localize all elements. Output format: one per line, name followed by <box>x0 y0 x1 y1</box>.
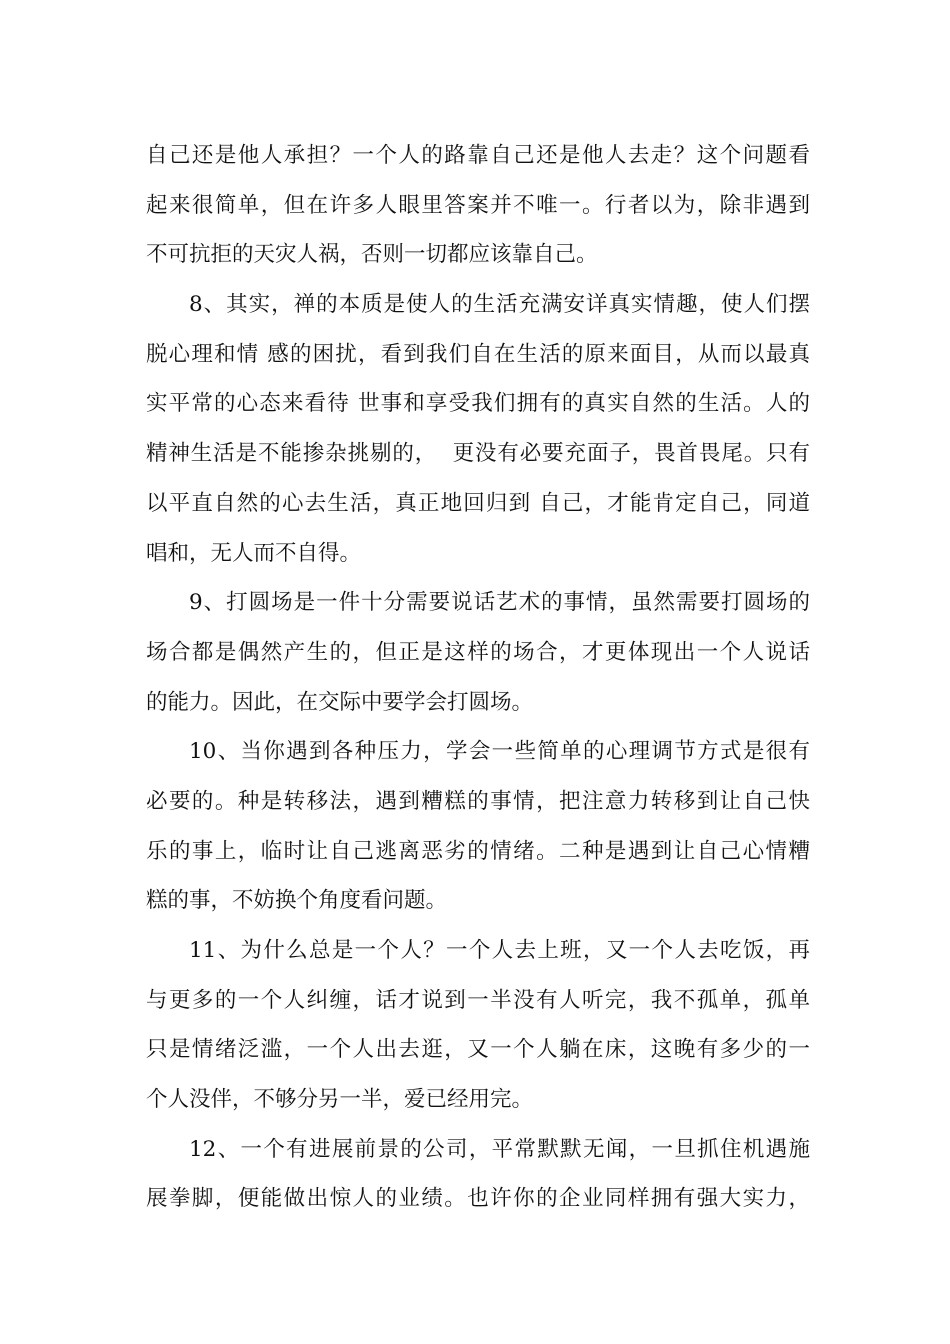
text-line: 唱和，无人而不自得。 <box>146 540 362 566</box>
text-line: 脱心理和情 感的困扰，看到我们自在生活的原来面目，从而以最真 <box>146 341 810 367</box>
text-line: 不可抗拒的天灾人祸，否则一切都应该靠自己。 <box>146 242 598 268</box>
paragraph-first-line: 8、其实，禅的本质是使人的生活充满安详真实情趣，使人们摆 <box>189 292 810 318</box>
text-line: 实平常的心态来看待 世事和享受我们拥有的真实自然的生活。人的 <box>146 391 810 417</box>
text-line: 乐的事上，临时让自己逃离恶劣的情绪。二种是遇到让自己心情糟 <box>146 838 810 864</box>
text-line: 场合都是偶然产生的，但正是这样的场合，才更体现出一个人说话 <box>146 639 810 665</box>
text-line: 只是情绪泛滥，一个人出去逛，又一个人躺在床，这晚有多少的一 <box>146 1037 810 1063</box>
paragraph-first-line: 11、为什么总是一个人？一个人去上班，又一个人去吃饭，再 <box>189 938 810 963</box>
paragraph-first-line: 10、当你遇到各种压力，学会一些简单的心理调节方式是很有 <box>189 739 810 765</box>
text-line: 必要的。种是转移法，遇到糟糕的事情，把注意力转移到让自己快 <box>146 788 810 814</box>
text-line: 糕的事，不妨换个角度看问题。 <box>146 888 448 914</box>
text-line: 与更多的一个人纠缠，话才说到一半没有人听完，我不孤单，孤单 <box>146 987 810 1013</box>
paragraph-first-line: 9、打圆场是一件十分需要说话艺术的事情，虽然需要打圆场的 <box>189 590 810 616</box>
text-line: 精神生活是不能掺杂挑剔的， 更没有必要充面子，畏首畏尾。只有 <box>146 441 810 467</box>
text-line: 起来很简单，但在许多人眼里答案并不唯一。行者以为，除非遇到 <box>146 192 810 218</box>
text-line: 的能力。因此，在交际中要学会打圆场。 <box>146 689 534 715</box>
text-line: 自己还是他人承担？一个人的路靠自己还是他人去走？这个问题看 <box>146 143 810 168</box>
body-text <box>146 131 810 1224</box>
text-line: 以平直自然的心去生活，真正地回归到 自己，才能肯定自己，同道 <box>146 490 810 516</box>
text-line: 展拳脚，便能做出惊人的业绩。也许你的企业同样拥有强大实力， <box>146 1186 810 1212</box>
paragraph-first-line: 12、一个有进展前景的公司，平常默默无闻，一旦抓住机遇施 <box>189 1136 810 1162</box>
text-line: 个人没伴，不够分另一半，爱已经用完。 <box>146 1087 534 1113</box>
